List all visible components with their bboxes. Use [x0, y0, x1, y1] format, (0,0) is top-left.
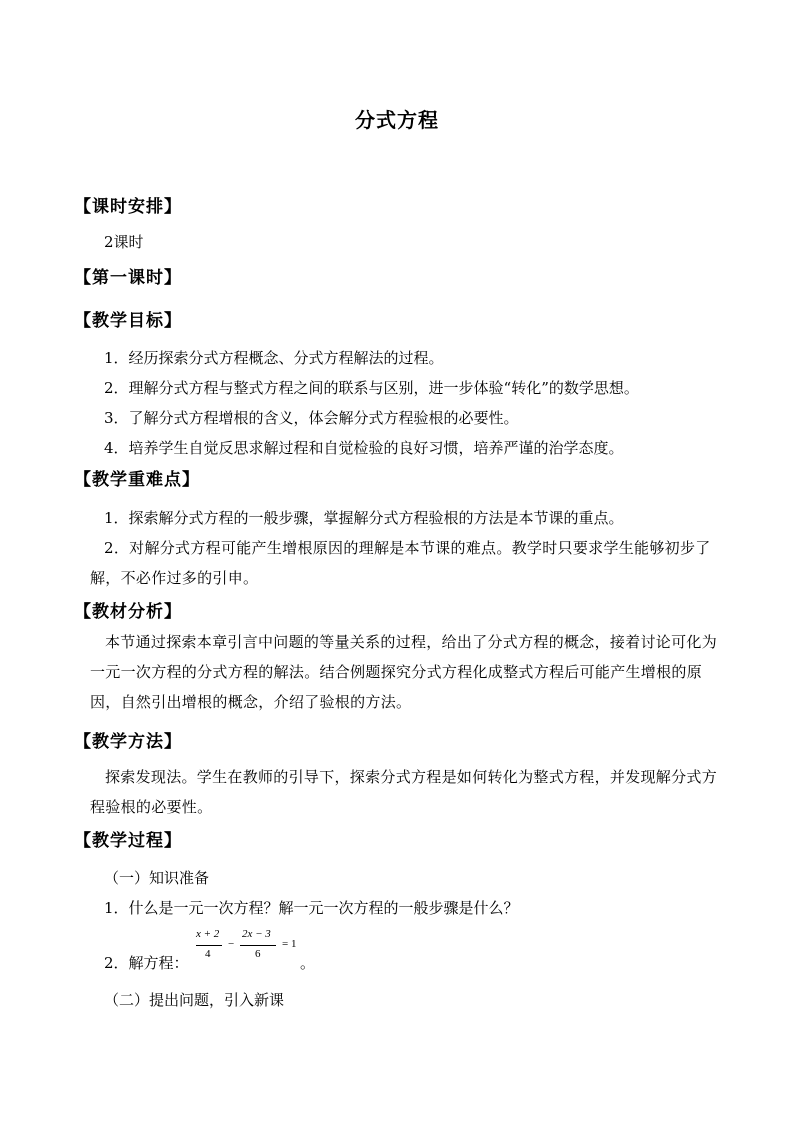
goal-item: 2．理解分式方程与整式方程之间的联系与区别，进一步体验“转化”的数学思想。 — [104, 379, 639, 397]
key-point-item: 1．探索解分式方程的一般步骤，掌握解分式方程验根的方法是本节课的重点。 — [104, 509, 624, 527]
fraction-two-bar — [240, 945, 276, 946]
page-title: 分式方程 — [355, 108, 439, 132]
question-two-label: 2．解方程： — [104, 954, 189, 972]
analysis-paragraph: 本节通过探索本章引言中问题的等量关系的过程，给出了分式方程的概念，接着讨论可化为一元一次方程的分式方程的解法。结合例题探究分式方程化成整式方程后可能产生增根的原因，自然引出增根的概念，介绍了验根的方法。 — [90, 633, 718, 711]
fraction-one-bar — [196, 945, 222, 946]
key-point-item: 2．对解分式方程可能产生增根原因的理解是本节课的难点。教学时只要求学生能够初步了解，不必作过多的引申。 — [90, 539, 711, 587]
method-paragraph: 探索发现法。学生在教师的引导下，探索分式方程是如何转化为整式方程，并发现解分式方程验根的必要性。 — [90, 768, 718, 816]
heading-schedule: 【课时安排】 — [74, 197, 182, 217]
equation-rhs: = 1 — [282, 938, 297, 950]
question-one: 1．什么是一元一次方程？解一元一次方程的一般步骤是什么？ — [104, 899, 519, 917]
goal-item: 3．了解分式方程增根的含义，体会解分式方程验根的必要性。 — [104, 409, 519, 427]
goal-item: 4．培养学生自觉反思求解过程和自觉检验的良好习惯，培养严谨的治学态度。 — [104, 439, 624, 457]
process-part-one: （一）知识准备 — [104, 869, 210, 887]
fraction-one-denominator: 4 — [205, 948, 211, 960]
minus-sign: − — [228, 938, 235, 950]
schedule-text: 2课时 — [104, 233, 144, 251]
heading-analysis: 【教材分析】 — [74, 602, 182, 622]
process-part-two: （二）提出问题，引入新课 — [104, 991, 285, 1009]
fraction-two-numerator: 2x − 3 — [242, 928, 271, 940]
fraction-one-numerator: x + 2 — [196, 928, 220, 940]
goal-item: 1．经历探索分式方程概念、分式方程解法的过程。 — [104, 349, 444, 367]
heading-process: 【教学过程】 — [74, 831, 182, 851]
heading-goals: 【教学目标】 — [74, 311, 182, 331]
fraction-two-denominator: 6 — [255, 948, 261, 960]
heading-first-lesson: 【第一课时】 — [74, 268, 182, 288]
equation — [196, 928, 316, 968]
heading-key-points: 【教学重难点】 — [74, 470, 200, 490]
question-two-end: 。 — [300, 954, 316, 972]
heading-method: 【教学方法】 — [74, 732, 182, 752]
